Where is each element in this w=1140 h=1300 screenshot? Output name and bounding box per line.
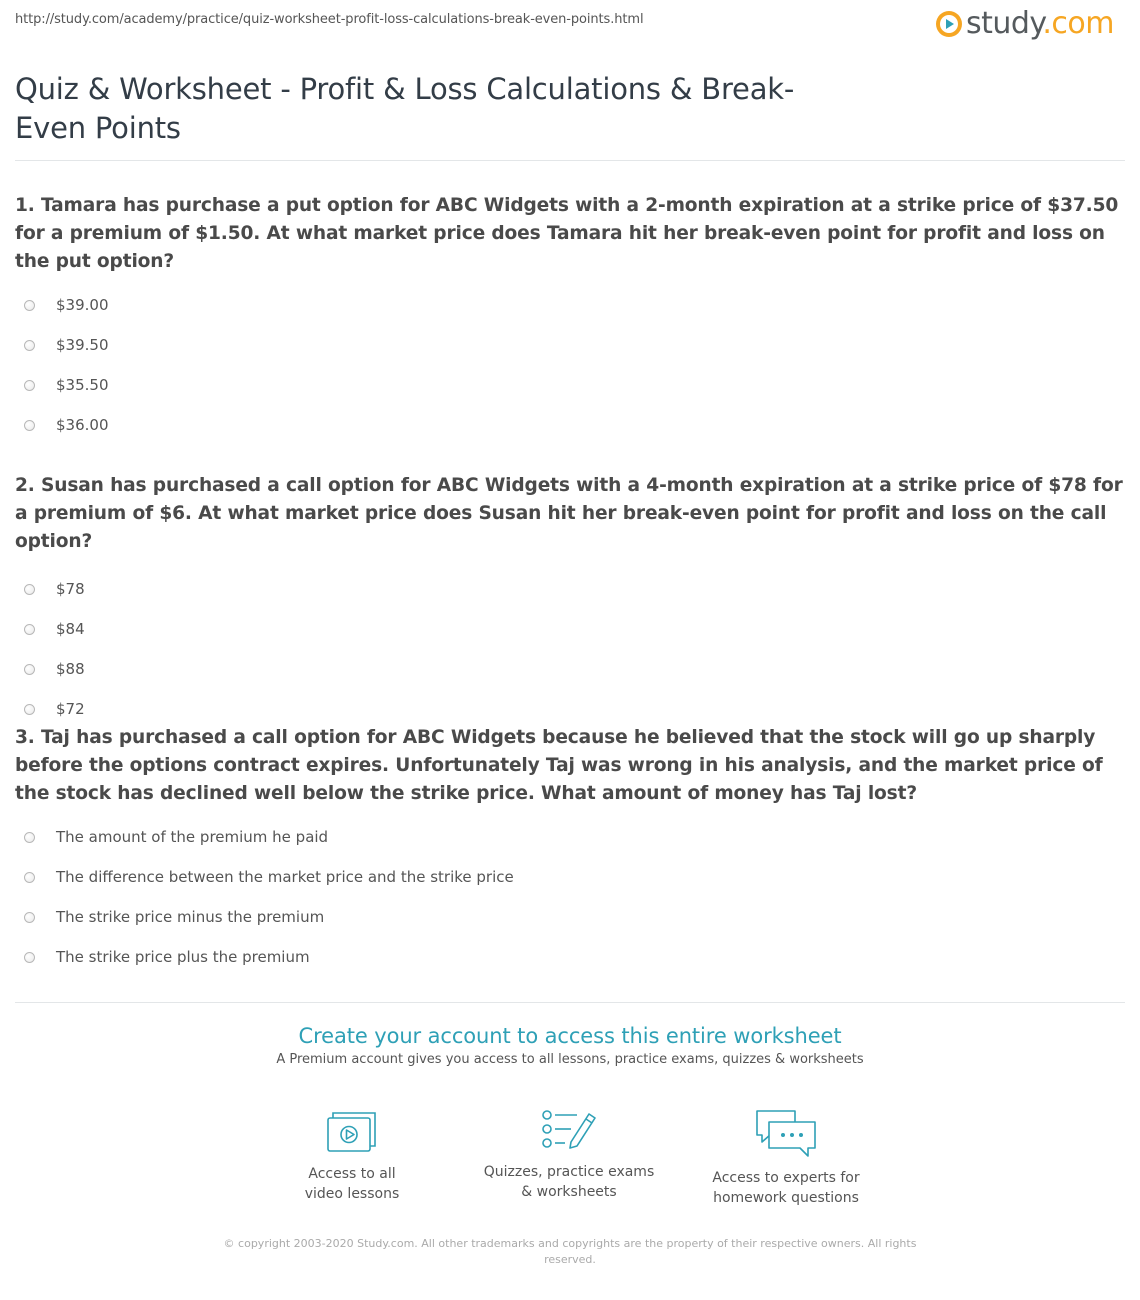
answer-choice[interactable] — [15, 649, 1125, 689]
feature-label: Access to experts for homework questions — [712, 1170, 860, 1206]
answer-choices — [15, 817, 1125, 977]
radio-button[interactable] — [24, 584, 35, 595]
choice-label: The strike price minus the premium — [56, 908, 325, 926]
answer-choice[interactable] — [15, 817, 1125, 857]
feature-label: Quizzes, practice exams & worksheets — [483, 1164, 655, 1200]
quiz-list-icon — [541, 1108, 597, 1152]
radio-button[interactable] — [24, 664, 35, 675]
answer-choice[interactable] — [15, 569, 1125, 609]
choice-label: $88 — [56, 660, 85, 678]
choice-label: $39.50 — [56, 336, 109, 354]
question-text: 2. Susan has purchased a call option for ABC Widgets with a 4-month expiration at a strike price of $78 for a premium of $6. At what market price does Susan hit her break-even point for profit and loss on the call option? — [15, 475, 1123, 552]
question-2 — [15, 472, 1125, 729]
answer-choice[interactable] — [15, 689, 1125, 729]
chat-bubbles-icon — [754, 1108, 818, 1158]
feature-label: Access to all video lessons — [304, 1166, 400, 1202]
choice-label: The amount of the premium he paid — [56, 828, 329, 846]
choice-label: $36.00 — [56, 416, 109, 434]
radio-button[interactable] — [24, 832, 35, 843]
choice-label: $39.00 — [56, 296, 109, 314]
question-1 — [15, 192, 1125, 445]
logo-wordmark: study.com — [965, 6, 1114, 41]
video-lessons-icon — [326, 1108, 378, 1154]
radio-button[interactable] — [24, 624, 35, 635]
radio-button[interactable] — [24, 340, 35, 351]
header-bar — [0, 0, 1140, 56]
answer-choice[interactable] — [15, 857, 1125, 897]
question-text: 3. Taj has purchased a call option for ABC Widgets because he believed that the stock will go up sharply before the options contract expires. Unfortunately Taj was wrong in his analysis, and the market price of the stock has declined well below the strike price. What amount of money has Taj lost? — [15, 727, 1103, 804]
choice-label: The strike price plus the premium — [56, 948, 310, 966]
answer-choice[interactable] — [15, 285, 1125, 325]
page-title: Quiz & Worksheet - Profit & Loss Calculations & Break-Even Points — [15, 72, 795, 145]
choice-label: $84 — [56, 620, 85, 638]
cta-subtitle: A Premium account gives you access to all lessons, practice exams, quizzes & worksheets — [276, 1052, 864, 1067]
answer-choice[interactable] — [15, 365, 1125, 405]
radio-button[interactable] — [24, 912, 35, 923]
radio-button[interactable] — [24, 872, 35, 883]
choice-label: $78 — [56, 580, 85, 598]
radio-button[interactable] — [24, 704, 35, 715]
radio-button[interactable] — [24, 380, 35, 391]
signup-cta — [0, 1024, 1140, 1067]
answer-choice[interactable] — [15, 609, 1125, 649]
answer-choices — [15, 285, 1125, 445]
answer-choice[interactable] — [15, 897, 1125, 937]
divider — [15, 1002, 1125, 1003]
radio-button[interactable] — [24, 952, 35, 963]
question-text: 1. Tamara has purchase a put option for ABC Widgets with a 2-month expiration at a strike price of $37.50 for a premium of $1.50. At what market price does Tamara hit her break-even point for profit and loss on the put option? — [15, 195, 1119, 272]
cta-link[interactable]: Create your account to access this entire worksheet — [298, 1024, 842, 1048]
divider — [15, 160, 1125, 161]
play-logo-icon — [935, 10, 963, 38]
feature-experts — [686, 1108, 886, 1208]
answer-choice[interactable] — [15, 405, 1125, 445]
choice-label: The difference between the market price and the strike price — [56, 868, 514, 886]
feature-video-lessons — [252, 1108, 452, 1204]
feature-quizzes — [469, 1108, 669, 1202]
radio-button[interactable] — [24, 300, 35, 311]
choice-label: $35.50 — [56, 376, 109, 394]
answer-choice[interactable] — [15, 937, 1125, 977]
study-logo[interactable] — [935, 6, 1114, 41]
radio-button[interactable] — [24, 420, 35, 431]
answer-choices — [15, 569, 1125, 729]
copyright-footer: © copyright 2003-2020 Study.com. All other trademarks and copyrights are the property of their respective owners. All rights reserved. — [223, 1237, 917, 1266]
question-3 — [15, 724, 1125, 977]
answer-choice[interactable] — [15, 325, 1125, 365]
page-url: http://study.com/academy/practice/quiz-worksheet-profit-loss-calculations-break-even-points.html — [15, 12, 644, 27]
choice-label: $72 — [56, 700, 85, 718]
